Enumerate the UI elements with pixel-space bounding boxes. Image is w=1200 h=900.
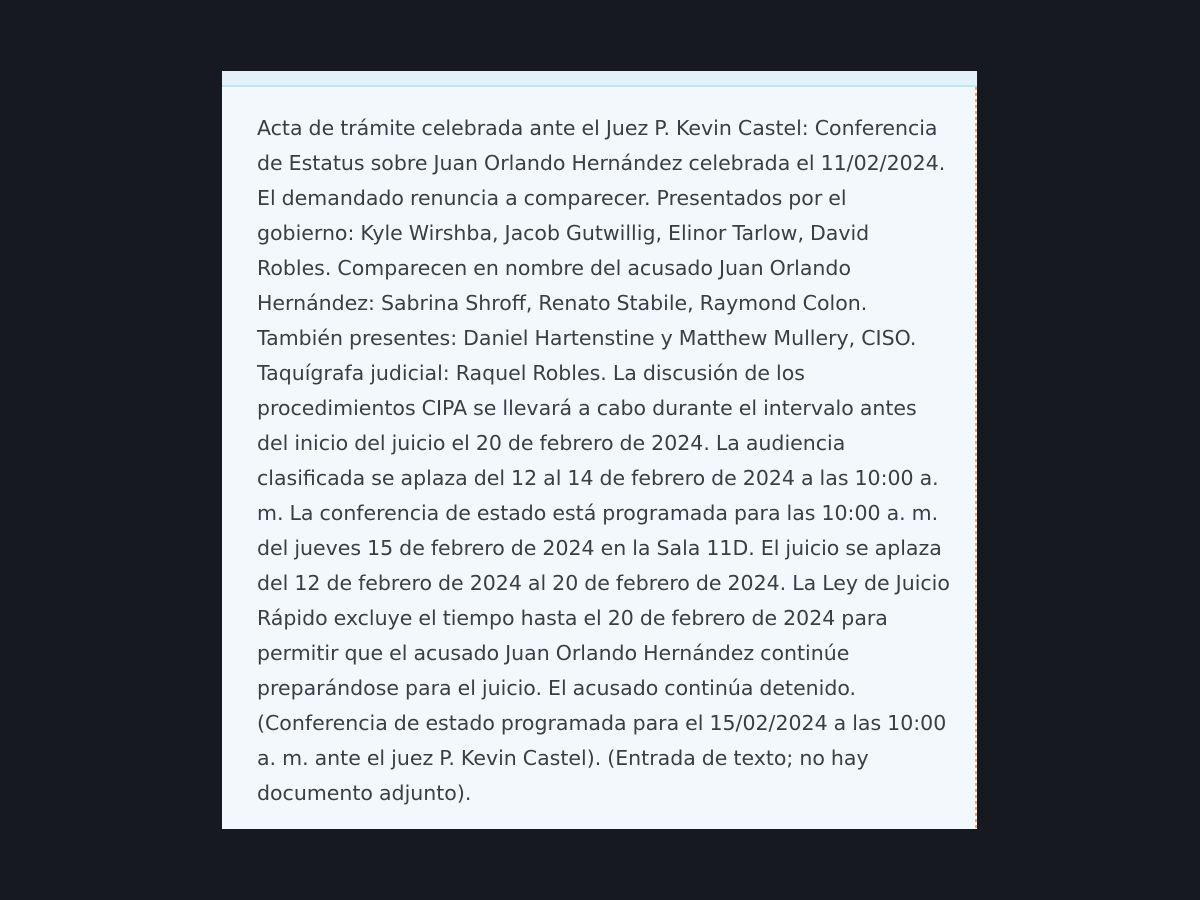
docket-entry-card [222,71,977,829]
card-top-bar [222,71,977,87]
docket-entry-text: Acta de trámite celebrada ante el Juez P. Kevin Castel: Conferencia de Estatus sobre Juan Orlando Hernández celebrada el 11/02/2024. El demandado renuncia a comparecer. Presentados por el gobierno: Kyle Wirshba, Jacob Gutwillig, Elinor Tarlow, David Robles. Comparecen en nombre del acusado Juan Orlando Hernández: Sabrina Shroff, Renato Stabile, Raymond Colon. También presentes: Daniel Hartenstine y Matthew Mullery, CISO. Taquígrafa judicial: Raquel Robles. La discusión de los procedimientos CIPA se llevará a cabo durante el intervalo antes del inicio del juicio el 20 de febrero de 2024. La audiencia clasificada se aplaza del 12 al 14 de febrero de 2024 a las 10:00 a. m. La conferencia de estado está programada para las 10:00 a. m. del jueves 15 de febrero de 2024 en la Sala 11D. El juicio se aplaza del 12 de febrero de 2024 al 20 de febrero de 2024. La Ley de Juicio Rápido excluye el tiempo hasta el 20 de febrero de 2024 para permitir que el acusado Juan Orlando Hernández continúe preparándose para el juicio. El acusado continúa detenido. (Conferencia de estado programada para el 15/02/2024 a las 10:00 a. m. ante el juez P. Kevin Castel). (Entrada de texto; no hay documento adjunto). [257,116,950,805]
card-right-edge [975,87,977,829]
